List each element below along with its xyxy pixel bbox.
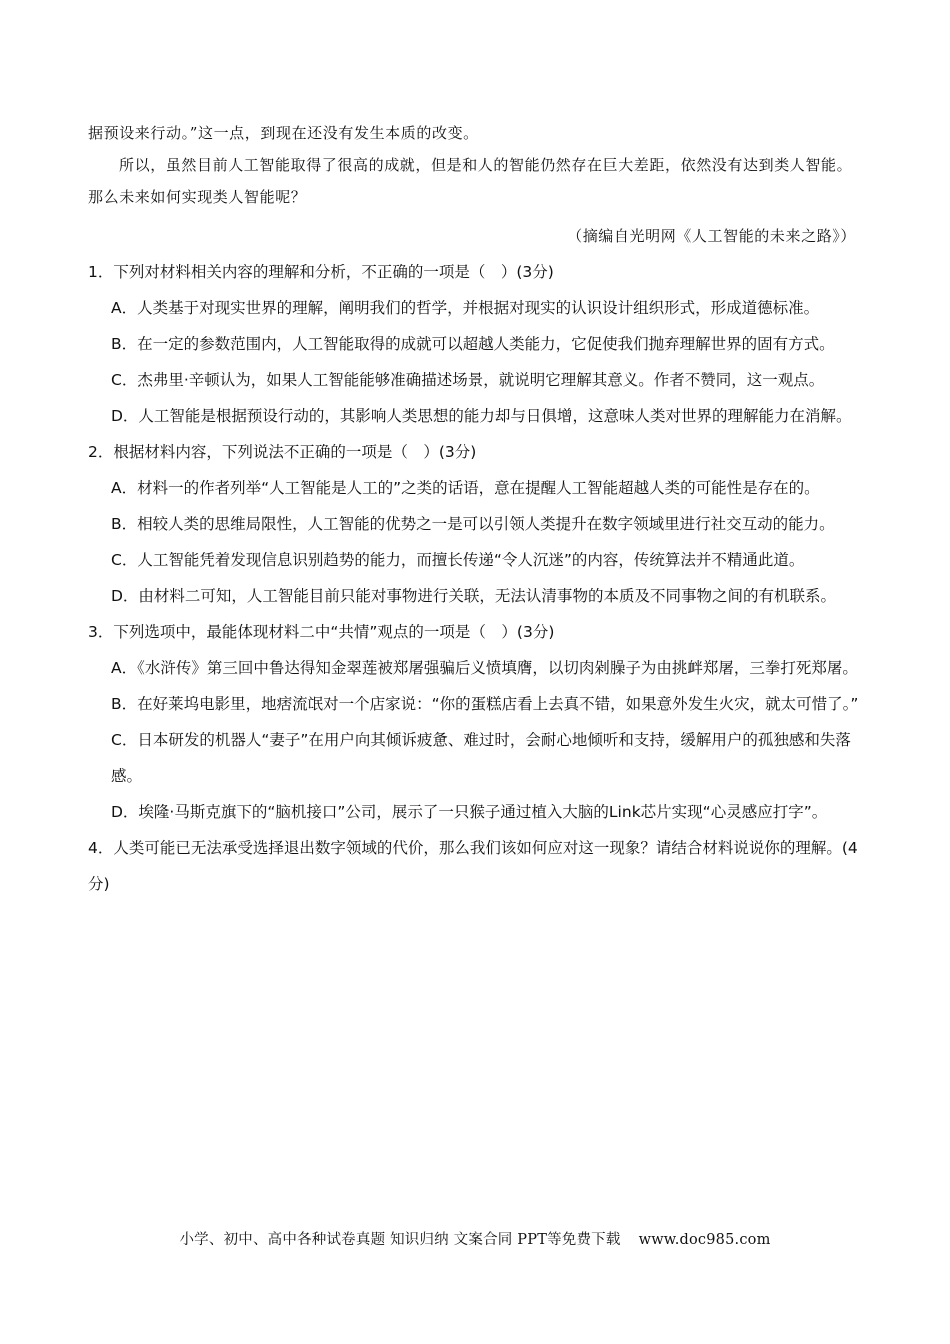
option-a: A．人类基于对现实世界的理解，阐明我们的哲学，并根据对现实的认识设计组织形式，形成道德标准。: [111, 299, 820, 317]
option-d: D．由材料二可知，人工智能目前只能对事物进行关联，无法认清事物的本质及不同事物之间的有机联系。: [111, 587, 836, 605]
question-4: [88, 830, 868, 902]
option-b: B．相较人类的思维局限性，人工智能的优势之一是可以引领人类提升在数字领域里进行社交互动的能力。: [111, 515, 835, 533]
page-footer: [0, 1228, 950, 1249]
option-c: C．日本研发的机器人“妻子”在用户向其倾诉疲惫、难过时，会耐心地倾听和支持，缓解用户的孤独感和失落感。: [111, 731, 851, 785]
question-1: [88, 254, 868, 434]
question-list: [88, 254, 868, 902]
question-3: [88, 614, 868, 830]
footer-text: 小学、初中、高中各种试卷真题 知识归纳 文案合同 PPT等免费下载: [179, 1232, 621, 1248]
footer-url: www.doc985.com: [638, 1232, 771, 1248]
question-stem: 4．人类可能已无法承受选择退出数字领域的代价，那么我们该如何应对这一现象？请结合材料说说你的理解。(4分): [88, 839, 858, 893]
option-b: B．在一定的参数范围内，人工智能取得的成就可以超越人类能力，它促使我们抛弃理解世界的固有方式。: [111, 335, 835, 353]
question-2: [88, 434, 868, 614]
option-b: B．在好莱坞电影里，地痞流氓对一个店家说：“你的蛋糕店看上去真不错，如果意外发生火灾，就太可惜了。”: [111, 695, 859, 713]
question-stem: 2．根据材料内容，下列说法不正确的一项是（ ）(3分): [88, 443, 477, 461]
option-d: D．埃隆·马斯克旗下的“脑机接口”公司，展示了一只猴子通过植入大脑的Link芯片实现“心灵感应打字”。: [111, 803, 828, 821]
option-a: A．材料一的作者列举“人工智能是人工的”之类的话语，意在提醒人工智能超越人类的可能性是存在的。: [111, 479, 820, 497]
passage-line: 据预设来行动。”这一点，到现在还没有发生本质的改变。: [88, 124, 479, 142]
question-stem: 3．下列选项中，最能体现材料二中“共情”观点的一项是（ ）(3分): [88, 623, 555, 641]
option-d: D．人工智能是根据预设行动的，其影响人类思想的能力却与日俱增，这意味人类对世界的理解能力在消解。: [111, 407, 852, 425]
option-a: A．《水浒传》第三回中鲁达得知金翠莲被郑屠强骗后义愤填膺，以切肉剁臊子为由挑衅郑屠，三拳打死郑屠。: [111, 659, 858, 677]
option-c: C．人工智能凭着发现信息识别趋势的能力，而擅长传递“令人沉迷”的内容，传统算法并不精通此道。: [111, 551, 805, 569]
question-stem: 1．下列对材料相关内容的理解和分析，不正确的一项是（ ）(3分): [88, 263, 554, 281]
passage-source: （摘编自光明网《人工智能的未来之路》）: [567, 227, 856, 245]
option-c: C．杰弗里·辛顿认为，如果人工智能能够准确描述场景，就说明它理解其意义。作者不赞同，这一观点。: [111, 371, 825, 389]
passage-paragraph: 所以，虽然目前人工智能取得了很高的成就，但是和人的智能仍然存在巨大差距，依然没有达到类人智能。那么未来如何实现类人智能呢？: [88, 156, 853, 206]
passage-text: [88, 117, 863, 213]
